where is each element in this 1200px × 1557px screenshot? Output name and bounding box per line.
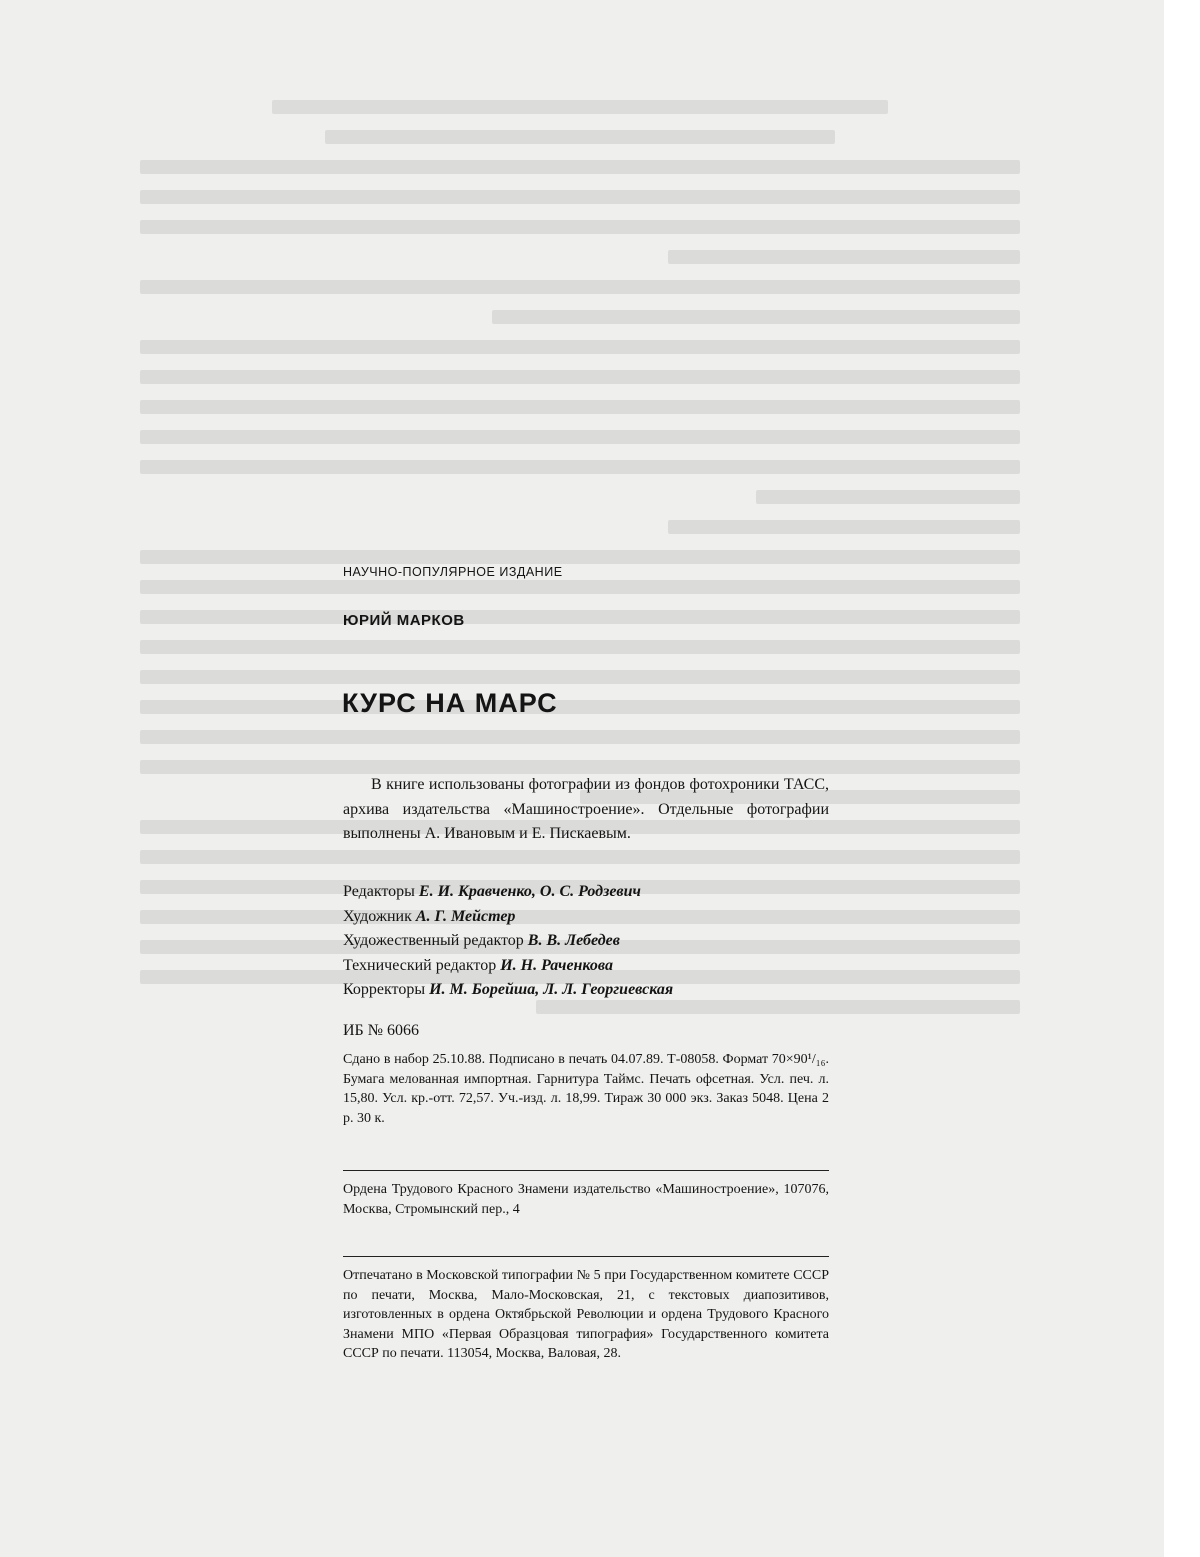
credit-role: Художник <box>343 907 412 925</box>
author-name: ЮРИЙ МАРКОВ <box>343 612 465 629</box>
credit-row-artist <box>343 905 673 930</box>
credit-names: В. В. Лебедев <box>527 932 620 949</box>
credit-names: И. М. Борейша, Л. Л. Георгиевская <box>429 981 674 998</box>
credit-role: Корректоры <box>343 981 426 998</box>
credit-names: И. Н. Раченкова <box>500 956 613 974</box>
credit-role: Технический редактор <box>343 956 497 974</box>
credit-row-art-editor <box>343 929 673 954</box>
credit-names: Е. И. Кравченко, О. С. Родзевич <box>418 883 641 900</box>
credit-row-editors <box>343 880 673 905</box>
publisher-info: Ордена Трудового Красного Знамени издательство «Машиностроение», 107076, Москва, Стромынский пер., 4 <box>343 1182 829 1217</box>
divider <box>343 1170 829 1171</box>
ib-number: ИБ № 6066 <box>343 1022 420 1039</box>
credit-row-tech-editor <box>343 954 673 979</box>
credit-role: Художественный редактор <box>343 932 524 949</box>
printer-info: Отпечатано в Московской типографии № 5 при Государственном комитете СССР по печати, Москва, Мало-Московская, 21, с текстовых диапозитивов, изготовленных в ордена Октябрьской Революции и ордена Трудового Красного Знамени МПО «Первая Образцовая типография» Государственного комитета СССР по печати. 113054, Москва, Валовая, 28. <box>343 1268 829 1361</box>
credit-names: А. Г. Мейстер <box>415 907 516 925</box>
book-title: КУРС НА МАРС <box>342 688 558 718</box>
photo-credits-note: В книге использованы фотографии из фондов фотохроники ТАСС, архива издательства «Машиностроение». Отдельные фотографии выполнены А. Ивановым и Е. Пискаевым. <box>343 776 829 842</box>
staff-credits <box>343 880 673 1003</box>
credit-role: Редакторы <box>343 883 415 900</box>
credit-row-proofreaders <box>343 978 673 1003</box>
series-label: НАУЧНО-ПОПУЛЯРНОЕ ИЗДАНИЕ <box>343 565 563 579</box>
divider <box>343 1256 829 1257</box>
imprint-details: Сдано в набор 25.10.88. Подписано в печать 04.07.89. Т-08058. Формат 70×90¹/₁₆. Бумага мелованная импортная. Гарнитура Таймс. Печать офсетная. Усл. печ. л. 15,80. Усл. кр.-отт. 72,57. Уч.-изд. л. 18,99. Тираж 30 000 экз. Заказ 5048. Цена 2 р. 30 к. <box>343 1052 829 1126</box>
